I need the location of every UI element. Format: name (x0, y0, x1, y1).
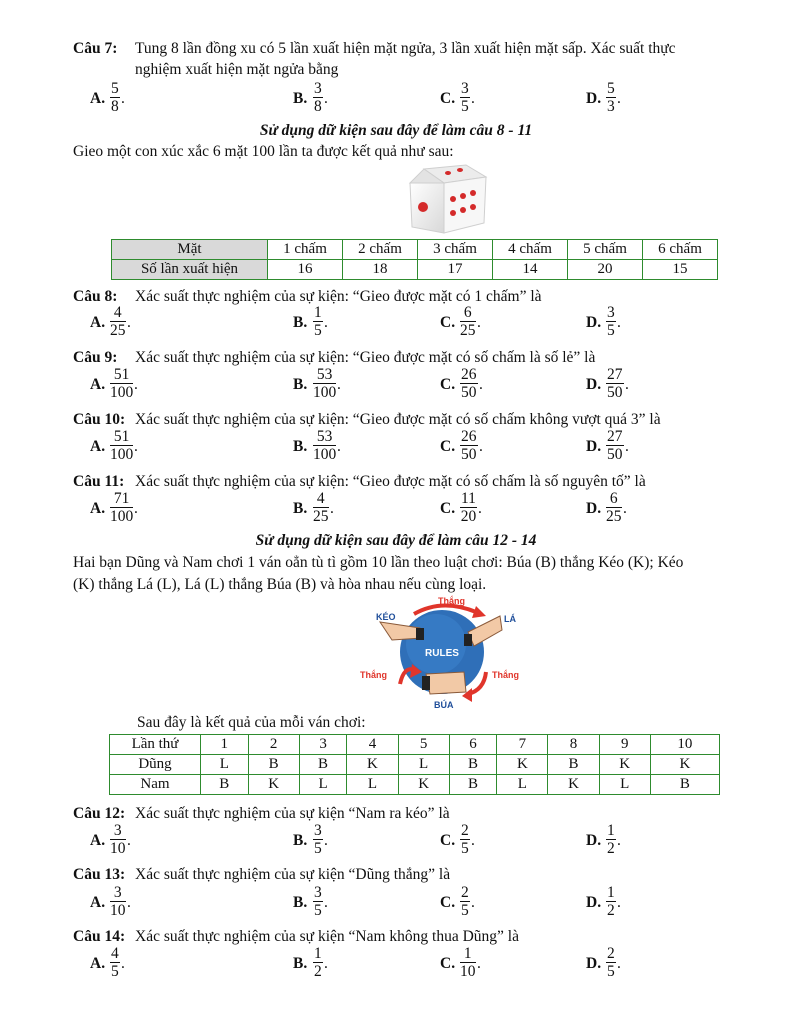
question-text-line2: nghiệm xuất hiện mặt ngửa bằng (135, 61, 339, 78)
rock-hand-icon (426, 672, 466, 694)
answer-letter: B. (293, 438, 308, 455)
answer-letter: B. (293, 832, 308, 849)
table-row (110, 755, 720, 775)
fraction-numerator: 3 (314, 884, 322, 901)
question-text: Xác suất thực nghiệm của sự kiện: “Gieo được mặt có 1 chấm” là (135, 288, 542, 305)
table-cell: 10 (650, 735, 719, 755)
table-cell: Số lần xuất hiện (112, 260, 268, 280)
answer-letter: B. (293, 314, 308, 331)
table-cell: 16 (268, 260, 343, 280)
fraction-denominator: 100 (313, 384, 337, 401)
fraction-denominator: 5 (461, 840, 469, 857)
table-cell: L (201, 755, 249, 775)
table-cell: K (548, 775, 599, 795)
answer-period: . (617, 894, 621, 911)
fraction-denominator: 50 (461, 446, 477, 463)
answer-letter: D. (586, 90, 602, 107)
table-cell: 9 (599, 735, 650, 755)
fraction-denominator: 25 (460, 322, 476, 339)
fraction-denominator: 20 (460, 508, 477, 525)
table-cell: 6 (449, 735, 497, 755)
table-cell: 1 chấm (268, 240, 343, 260)
table-cell: Dũng (110, 755, 201, 775)
answer-fraction (460, 428, 478, 463)
fraction-numerator: 11 (461, 490, 476, 507)
answer-letter: D. (586, 500, 602, 517)
answer-letter: C. (440, 500, 456, 517)
question-label: Câu 11: (73, 473, 125, 490)
table-row (112, 260, 718, 280)
answer-period: . (478, 500, 482, 517)
table-cell: B (449, 755, 497, 775)
thang-top-label: Thắng (438, 596, 465, 606)
table-cell: 3 chấm (418, 240, 493, 260)
answer-fraction (313, 366, 336, 401)
answer-fraction (110, 366, 133, 401)
table-cell: B (548, 755, 599, 775)
answer-period: . (617, 955, 621, 972)
fraction-numerator: 2 (461, 822, 469, 839)
fraction-numerator: 1 (314, 945, 322, 962)
answer-fraction (606, 428, 624, 463)
answer-period: . (324, 314, 328, 331)
answer-fraction (110, 304, 126, 339)
answer-period: . (617, 832, 621, 849)
fraction-numerator: 27 (607, 428, 623, 445)
question-label: Câu 8: (73, 288, 118, 305)
answer-period: . (477, 955, 481, 972)
answer-letter: A. (90, 955, 106, 972)
table-cell: 20 (568, 260, 643, 280)
answer-fraction (606, 80, 616, 115)
fraction-denominator: 5 (314, 840, 322, 857)
fraction-numerator: 5 (607, 80, 615, 97)
table-header-row (110, 735, 720, 755)
answer-period: . (617, 90, 621, 107)
table-cell: K (599, 755, 650, 775)
table-cell: L (599, 775, 650, 795)
intro-game (73, 552, 763, 596)
table-header-row (112, 240, 718, 260)
question-13 (73, 864, 763, 885)
question-9 (73, 347, 763, 368)
fraction-numerator: 3 (314, 80, 322, 97)
table-cell: 5 (398, 735, 449, 755)
answer-fraction (606, 304, 616, 339)
intro-game-line2: (K) thắng Lá (L), Lá (L) thắng Búa (B) và hòa nhau nếu cùng loại. (73, 576, 487, 593)
fraction-numerator: 4 (313, 490, 329, 508)
fraction-numerator: 53 (313, 428, 336, 446)
answer-period: . (330, 500, 334, 517)
answer-fraction (110, 428, 133, 463)
answer-fraction (313, 822, 323, 857)
table-cell: Mặt (112, 240, 268, 260)
fraction-denominator: 5 (461, 902, 469, 919)
answer-fraction (460, 884, 470, 919)
answer-fraction (313, 490, 329, 525)
answer-fraction (606, 822, 616, 857)
fraction-denominator: 50 (461, 384, 477, 401)
answer-letter: C. (440, 90, 456, 107)
table-row (110, 775, 720, 795)
fraction-denominator: 8 (314, 98, 322, 115)
table-cell: 6 chấm (643, 240, 718, 260)
fraction-numerator: 6 (606, 490, 622, 508)
question-text: Xác suất thực nghiệm của sự kiện “Nam ra kéo” là (135, 805, 450, 822)
paper-hand-icon (468, 616, 502, 646)
answer-fraction (460, 304, 476, 339)
answer-period: . (324, 955, 328, 972)
answer-letter: D. (586, 832, 602, 849)
answer-period: . (121, 955, 125, 972)
table-cell: K (497, 755, 548, 775)
table-cell: 8 (548, 735, 599, 755)
table-cell: 4 chấm (493, 240, 568, 260)
table-cell: 3 (299, 735, 347, 755)
fraction-numerator: 26 (461, 428, 477, 445)
answer-letter: A. (90, 376, 106, 393)
answer-fraction (606, 366, 624, 401)
table-cell: B (248, 755, 299, 775)
fraction-denominator: 25 (313, 508, 329, 525)
table-cell: B (650, 775, 719, 795)
question-label: Câu 10: (73, 411, 126, 428)
answer-letter: C. (440, 376, 456, 393)
answer-period: . (623, 500, 627, 517)
fraction-denominator: 50 (607, 446, 623, 463)
answer-fraction (313, 304, 323, 339)
fraction-numerator: 71 (110, 490, 133, 508)
answer-period: . (479, 376, 483, 393)
answer-letter: B. (293, 894, 308, 911)
answer-period: . (625, 438, 629, 455)
answer-fraction (460, 80, 470, 115)
intro-game-line1: Hai bạn Dũng và Nam chơi 1 ván oẳn tù tì gồm 10 lần theo luật chơi: Búa (B) thắng Kéo (K); Kéo (73, 554, 684, 571)
answer-fraction (460, 822, 470, 857)
fraction-numerator: 4 (111, 945, 119, 962)
table-cell: 2 chấm (343, 240, 418, 260)
question-label: Câu 12: (73, 805, 126, 822)
answer-period: . (477, 314, 481, 331)
fraction-denominator: 25 (606, 508, 622, 525)
game-results-table (109, 734, 720, 795)
fraction-denominator: 5 (607, 322, 615, 339)
answer-letter: A. (90, 832, 106, 849)
answer-letter: C. (440, 832, 456, 849)
fraction-denominator: 10 (110, 840, 126, 857)
fraction-denominator: 25 (110, 322, 126, 339)
table-cell: 14 (493, 260, 568, 280)
fraction-denominator: 3 (607, 98, 615, 115)
answer-period: . (617, 314, 621, 331)
question-label: Câu 14: (73, 928, 126, 945)
answer-fraction (606, 884, 616, 919)
table-cell: L (347, 775, 398, 795)
question-text: Xác suất thực nghiệm của sự kiện “Dũng thắng” là (135, 866, 451, 883)
question-label: Câu 9: (73, 349, 118, 366)
answer-letter: A. (90, 90, 106, 107)
table-cell: Nam (110, 775, 201, 795)
fraction-denominator: 100 (110, 508, 134, 525)
dice-results-table (111, 239, 718, 280)
fraction-denominator: 100 (110, 384, 134, 401)
section-heading-8-11: Sử dụng dữ kiện sau đây để làm câu 8 - 11 (259, 122, 533, 139)
table-cell: 17 (418, 260, 493, 280)
answer-letter: C. (440, 955, 456, 972)
answer-period: . (127, 314, 131, 331)
table-cell: Lần thứ (110, 735, 201, 755)
fraction-numerator: 51 (110, 428, 133, 446)
fraction-denominator: 5 (111, 963, 119, 980)
fraction-denominator: 50 (607, 384, 623, 401)
table-cell: 5 chấm (568, 240, 643, 260)
fraction-denominator: 10 (460, 963, 476, 980)
question-10 (73, 409, 763, 430)
answer-letter: D. (586, 314, 602, 331)
answer-period: . (134, 438, 138, 455)
answer-letter: C. (440, 438, 456, 455)
rock-paper-scissors-rules-image (352, 592, 532, 714)
answer-letter: B. (293, 376, 308, 393)
question-text: Tung 8 lần đồng xu có 5 lần xuất hiện mặt ngửa, 3 lần xuất hiện mặt sấp. Xác suất thực (135, 40, 676, 57)
table-cell: 2 (248, 735, 299, 755)
table-cell: B (299, 755, 347, 775)
bua-label: BÚA (434, 700, 454, 710)
answer-letter: A. (90, 438, 106, 455)
question-14 (73, 926, 763, 947)
answer-fraction (110, 80, 120, 115)
answer-fraction (313, 80, 323, 115)
question-text: Xác suất thực nghiệm của sự kiện: “Gieo được mặt có số chấm không vượt quá 3” là (135, 411, 661, 428)
intro-dice: Gieo một con xúc xắc 6 mặt 100 lần ta được kết quả như sau: (73, 143, 454, 160)
answer-period: . (127, 894, 131, 911)
fraction-denominator: 2 (314, 963, 322, 980)
answer-letter: D. (586, 376, 602, 393)
fraction-denominator: 2 (607, 840, 615, 857)
answer-period: . (134, 500, 138, 517)
fraction-denominator: 5 (314, 322, 322, 339)
question-11 (73, 471, 763, 492)
fraction-numerator: 1 (607, 822, 615, 839)
answer-letter: D. (586, 438, 602, 455)
answer-fraction (110, 884, 126, 919)
fraction-numerator: 3 (110, 822, 126, 840)
answer-period: . (337, 438, 341, 455)
answer-fraction (110, 822, 126, 857)
answer-letter: A. (90, 314, 106, 331)
fraction-denominator: 5 (607, 963, 615, 980)
fraction-numerator: 5 (111, 80, 119, 97)
answer-letter: D. (586, 955, 602, 972)
answer-letter: B. (293, 90, 308, 107)
table-cell: 18 (343, 260, 418, 280)
dice-image (402, 163, 488, 235)
answer-fraction (110, 945, 120, 980)
answer-fraction (460, 366, 478, 401)
question-text: Xác suất thực nghiệm của sự kiện “Nam không thua Dũng” là (135, 928, 519, 945)
table-cell: 1 (201, 735, 249, 755)
answer-fraction (313, 428, 336, 463)
answer-fraction (313, 884, 323, 919)
answer-fraction (606, 490, 622, 525)
question-label: Câu 7: (73, 40, 118, 57)
fraction-denominator: 5 (314, 902, 322, 919)
fraction-denominator: 10 (110, 902, 126, 919)
answer-fraction (110, 490, 133, 525)
answer-period: . (479, 438, 483, 455)
answer-period: . (471, 894, 475, 911)
table-cell: B (449, 775, 497, 795)
fraction-numerator: 3 (110, 884, 126, 902)
fraction-numerator: 53 (313, 366, 336, 384)
fraction-denominator: 100 (313, 446, 337, 463)
answer-letter: A. (90, 500, 106, 517)
table-cell: K (650, 755, 719, 775)
answer-period: . (134, 376, 138, 393)
table-cell: L (299, 775, 347, 795)
table-cell: L (398, 755, 449, 775)
fraction-numerator: 26 (461, 366, 477, 383)
fraction-numerator: 3 (461, 80, 469, 97)
fraction-numerator: 2 (607, 945, 615, 962)
answer-period: . (324, 90, 328, 107)
answer-period: . (337, 376, 341, 393)
table-cell: 7 (497, 735, 548, 755)
answer-period: . (625, 376, 629, 393)
thang-right-label: Thắng (492, 670, 519, 680)
answer-fraction (313, 945, 323, 980)
table-cell: L (497, 775, 548, 795)
answer-letter: B. (293, 955, 308, 972)
answer-letter: C. (440, 894, 456, 911)
table-cell: K (398, 775, 449, 795)
fraction-numerator: 1 (314, 304, 322, 321)
answer-period: . (471, 90, 475, 107)
answer-period: . (324, 894, 328, 911)
fraction-numerator: 1 (460, 945, 476, 963)
answer-fraction (460, 490, 477, 525)
answer-letter: A. (90, 894, 106, 911)
fraction-numerator: 1 (607, 884, 615, 901)
question-8 (73, 286, 763, 307)
table-cell: K (248, 775, 299, 795)
fraction-denominator: 8 (111, 98, 119, 115)
thang-left-label: Thắng (360, 670, 387, 680)
section-heading-12-14: Sử dụng dữ kiện sau đây để làm câu 12 - 14 (255, 532, 537, 549)
question-7 (73, 38, 763, 80)
table-cell: K (347, 755, 398, 775)
answer-letter: C. (440, 314, 456, 331)
fraction-numerator: 51 (110, 366, 133, 384)
rules-label: RULES (425, 648, 459, 659)
question-label: Câu 13: (73, 866, 126, 883)
fraction-numerator: 27 (607, 366, 623, 383)
answer-period: . (471, 832, 475, 849)
la-label: LÁ (504, 614, 516, 624)
fraction-numerator: 6 (460, 304, 476, 322)
fraction-denominator: 2 (607, 902, 615, 919)
answer-letter: B. (293, 500, 308, 517)
table-cell: 15 (643, 260, 718, 280)
answer-period: . (127, 832, 131, 849)
question-text: Xác suất thực nghiệm của sự kiện: “Gieo được mặt có số chấm là số lẻ” là (135, 349, 596, 366)
fraction-numerator: 2 (461, 884, 469, 901)
answer-letter: D. (586, 894, 602, 911)
intro-results: Sau đây là kết quả của mỗi ván chơi: (137, 714, 366, 731)
keo-label: KÉO (376, 612, 396, 622)
answer-fraction (460, 945, 476, 980)
table-cell: B (201, 775, 249, 795)
fraction-numerator: 4 (110, 304, 126, 322)
question-12 (73, 803, 763, 824)
fraction-numerator: 3 (314, 822, 322, 839)
table-cell: 4 (347, 735, 398, 755)
fraction-denominator: 100 (110, 446, 134, 463)
fraction-numerator: 3 (607, 304, 615, 321)
answer-fraction (606, 945, 616, 980)
answer-period: . (324, 832, 328, 849)
fraction-denominator: 5 (461, 98, 469, 115)
answer-period: . (121, 90, 125, 107)
question-text: Xác suất thực nghiệm của sự kiện: “Gieo được mặt có số chấm là số nguyên tố” là (135, 473, 646, 490)
